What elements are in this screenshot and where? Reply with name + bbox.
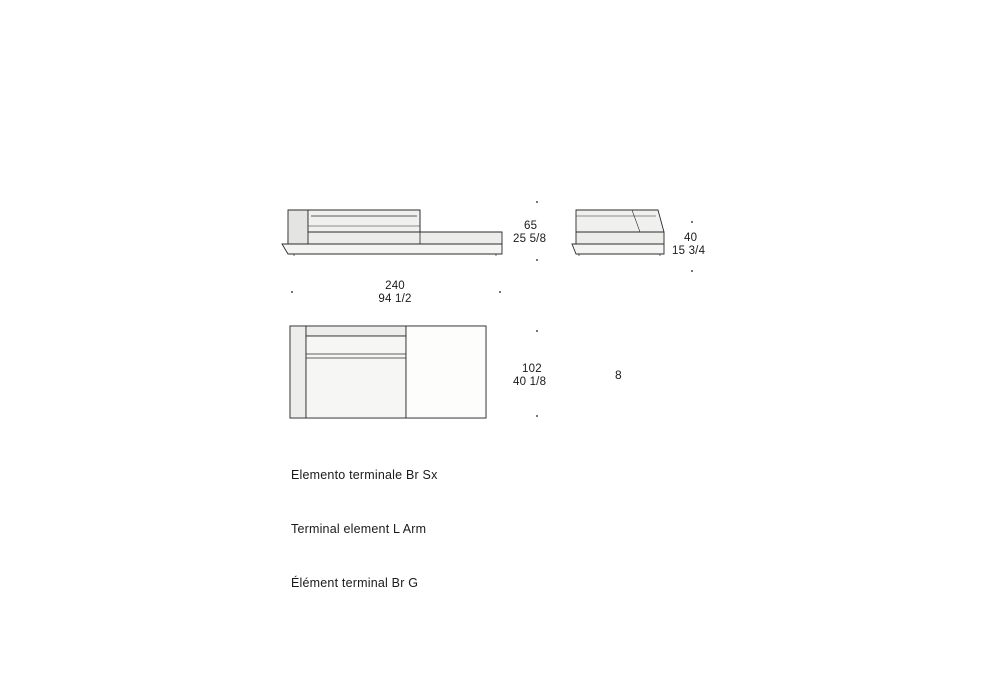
dim-tick-width-left [291,291,293,293]
dim-tick-height-bottom [536,259,538,261]
dimension-depth-metric: 102 [522,363,542,375]
side-elevation-view [570,200,670,266]
dim-tick-seat-height-bottom [691,270,693,272]
dimension-depth [522,362,542,376]
dimension-depth-imperial: 40 1/8 [513,376,547,388]
dim-tick-width-right [499,291,501,293]
dimension-seat-height-imperial: 15 3/4 [672,245,706,257]
dim-tick-depth-bottom [536,415,538,417]
dimension-depth-imperial-row [513,375,546,389]
dimension-seat-height [684,231,697,245]
caption-line-en: Terminal element L Arm [291,522,427,536]
dim-tick-height-top [536,201,538,203]
dimension-width-metric: 240 [385,280,405,292]
page-number: 8 [615,368,622,382]
caption-line-fr: Élément terminal Br G [291,576,419,590]
dimension-seat-height-imperial-row [672,244,705,258]
dimension-width [340,279,450,293]
top-plan-svg [288,324,498,420]
dimension-height-imperial: 25 5/8 [513,233,547,245]
front-elevation-view [280,196,510,266]
caption-block [291,430,438,628]
caption-line-it: Elemento terminale Br Sx [291,468,438,482]
dimension-height-metric: 65 [524,220,538,232]
top-plan-view [288,324,498,420]
front-elevation-svg [280,196,510,266]
dimension-width-imperial-row [340,292,450,306]
dimension-height [524,219,537,233]
dimension-seat-height-metric: 40 [684,232,698,244]
side-elevation-svg [570,200,670,266]
dimension-height-imperial-row [513,232,546,246]
dim-tick-depth-top [536,330,538,332]
dim-tick-seat-height-top [691,221,693,223]
dimension-width-imperial: 94 1/2 [378,293,412,305]
